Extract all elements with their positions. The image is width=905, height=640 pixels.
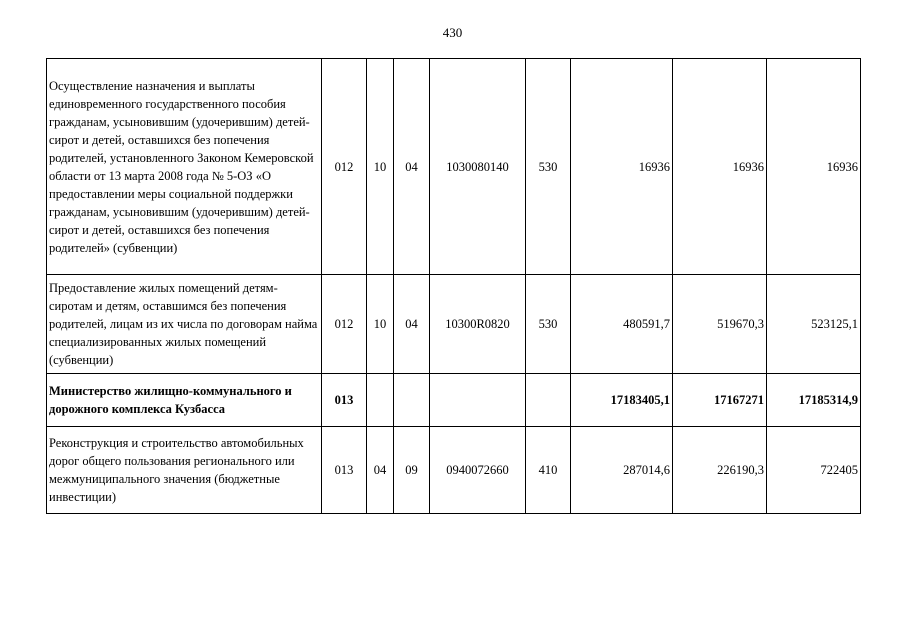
subsection-code xyxy=(394,374,430,427)
amount-year-2: 519670,3 xyxy=(673,275,767,374)
target-code: 1030080140 xyxy=(430,59,526,275)
section-code: 10 xyxy=(367,59,394,275)
ministry-code: 012 xyxy=(322,275,367,374)
table-row-ministry-header xyxy=(47,374,861,427)
expense-type-code: 530 xyxy=(526,59,571,275)
amount-year-2: 16936 xyxy=(673,59,767,275)
amount-year-3: 722405 xyxy=(767,427,861,514)
expense-type-code: 530 xyxy=(526,275,571,374)
budget-table xyxy=(46,58,861,514)
ministry-code: 012 xyxy=(322,59,367,275)
subsection-code: 09 xyxy=(394,427,430,514)
amount-year-3: 523125,1 xyxy=(767,275,861,374)
row-name: Министерство жилищно-коммунального и дорожного комплекса Кузбасса xyxy=(47,374,322,427)
amount-year-3: 17185314,9 xyxy=(767,374,861,427)
amount-year-1: 287014,6 xyxy=(571,427,673,514)
ministry-code: 013 xyxy=(322,374,367,427)
amount-year-1: 480591,7 xyxy=(571,275,673,374)
target-code xyxy=(430,374,526,427)
target-code: 0940072660 xyxy=(430,427,526,514)
section-code xyxy=(367,374,394,427)
section-code: 10 xyxy=(367,275,394,374)
amount-year-2: 17167271 xyxy=(673,374,767,427)
amount-year-1: 17183405,1 xyxy=(571,374,673,427)
row-name: Предоставление жилых помещений детям-сиротам и детям, оставшимся без попечения родителей, лицам из их числа по договорам найма специализированных жилых помещений (субвенции) xyxy=(47,275,322,374)
ministry-code: 013 xyxy=(322,427,367,514)
amount-year-3: 16936 xyxy=(767,59,861,275)
table-row xyxy=(47,59,861,275)
row-name: Реконструкция и строительство автомобильных дорог общего пользования регионального или межмуниципального значения (бюджетные инвестиции) xyxy=(47,427,322,514)
subsection-code: 04 xyxy=(394,59,430,275)
table-row xyxy=(47,275,861,374)
amount-year-2: 226190,3 xyxy=(673,427,767,514)
expense-type-code xyxy=(526,374,571,427)
target-code: 10300R0820 xyxy=(430,275,526,374)
page-number: 430 xyxy=(442,25,463,40)
row-name: Осуществление назначения и выплаты единовременного государственного пособия гражданам, усыновившим (удочерившим) детей-сирот и детей, оставшихся без попечения родителей, установленного Законом Кемеровской области от 13 марта 2008 года № 5-ОЗ «О предоставлении меры социальной поддержки гражданам, усыновившим (удочерившим) детей-сирот и детей, оставшихся без попечения родителей» (субвенции) xyxy=(47,59,322,275)
section-code: 04 xyxy=(367,427,394,514)
expense-type-code: 410 xyxy=(526,427,571,514)
subsection-code: 04 xyxy=(394,275,430,374)
table-row xyxy=(47,427,861,514)
amount-year-1: 16936 xyxy=(571,59,673,275)
